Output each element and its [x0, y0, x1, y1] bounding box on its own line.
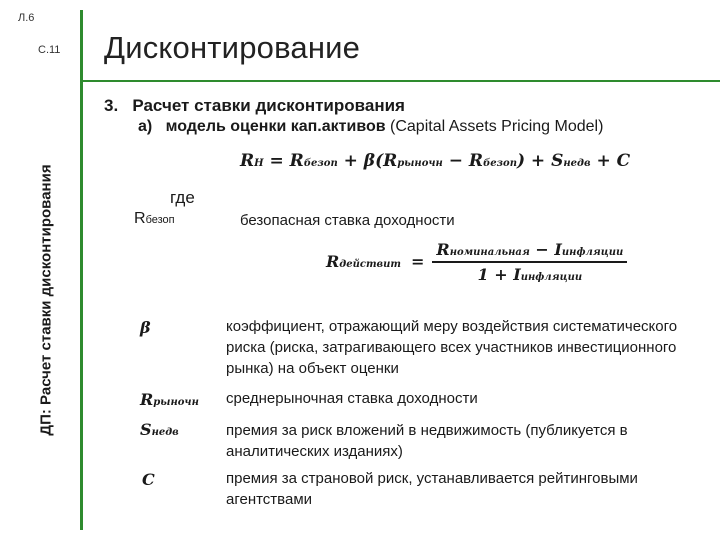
- formula1-lhs: R: [240, 151, 255, 171]
- c-symbol: C: [142, 470, 155, 489]
- subsection-extra: (Capital Assets Pricing Model): [390, 118, 604, 135]
- formula1-t4: ) + S: [516, 151, 564, 171]
- sned-main: S: [140, 420, 152, 439]
- formula1-t3: − R: [448, 151, 484, 171]
- title-underline: [82, 80, 720, 82]
- subsection-letter: а): [138, 118, 153, 135]
- formula2-num-sub: номинальная: [449, 247, 530, 258]
- subsection-text: модель оценки кап.активов: [165, 118, 386, 135]
- formula2-lhs: R: [326, 252, 340, 272]
- rmarket-symbol: [140, 390, 199, 409]
- formula2-den-sub: инфляции: [520, 271, 583, 283]
- formula1-t3-sub: безоп: [483, 158, 517, 169]
- beta-symbol: β: [140, 318, 151, 337]
- formula1-t1: = R: [269, 151, 304, 171]
- page-number-label: С.11: [38, 44, 61, 56]
- sned-sub: недв: [151, 427, 179, 438]
- real-rate-formula: [326, 240, 627, 284]
- rmarket-description: среднерыночная ставка доходности: [226, 390, 478, 407]
- vertical-divider: [80, 10, 83, 530]
- sned-symbol: [140, 420, 179, 439]
- beta-description: коэффициент, отражающий меру воздействия систематического риска (риска, затрагивающего всех участников инвестиционного рынка) на объект оценки: [226, 318, 678, 377]
- formula2-num-minus: − I: [535, 240, 562, 259]
- formula1-t1-sub: безоп: [303, 158, 338, 169]
- formula2-num-main: R: [436, 240, 450, 259]
- formula1-t2: + β(R: [343, 151, 398, 171]
- side-vertical-title: ДП: Расчет ставки дисконтирования: [37, 164, 55, 436]
- section-text: Расчет ставки дисконтирования: [132, 96, 405, 115]
- formula1-t4-sub: недв: [563, 158, 591, 169]
- formula2-equals: =: [410, 252, 425, 272]
- formula2-denominator: [478, 263, 583, 284]
- rbez-sub: безоп: [145, 214, 175, 226]
- rbez-description: безопасная ставка доходности: [240, 212, 455, 229]
- formula1-t5: + C: [596, 151, 631, 171]
- section-number: 3.: [104, 96, 119, 115]
- formula2-lhs-wrap: [326, 252, 401, 271]
- c-description: премия за страновой риск, устанавливается рейтинговыми агентствами: [226, 470, 638, 508]
- sned-description: премия за риск вложений в недвижимость (публикуется в аналитических изданиях): [226, 422, 628, 460]
- rmarket-main: R: [140, 390, 154, 409]
- formula1-t2-sub: рыночн: [397, 158, 443, 169]
- formula2-den-main: 1 + I: [477, 264, 521, 284]
- formula2-num-sub2: инфляции: [561, 247, 624, 258]
- formula2-lhs-sub: действит: [339, 259, 401, 271]
- rbez-main: R: [134, 210, 146, 227]
- rmarket-sub: рыночн: [153, 397, 199, 408]
- rbez-symbol: [134, 210, 175, 228]
- section-heading: [104, 96, 405, 116]
- formula1-lhs-sub: Н: [254, 158, 264, 169]
- subsection-heading: [138, 118, 603, 136]
- page-title: Дисконтирование: [104, 30, 361, 65]
- formula2-numerator: [432, 240, 627, 261]
- capm-formula: [240, 151, 630, 171]
- formula2-fraction: [432, 240, 627, 284]
- where-label: где: [170, 188, 195, 207]
- slide-number-label: Л.6: [18, 12, 35, 24]
